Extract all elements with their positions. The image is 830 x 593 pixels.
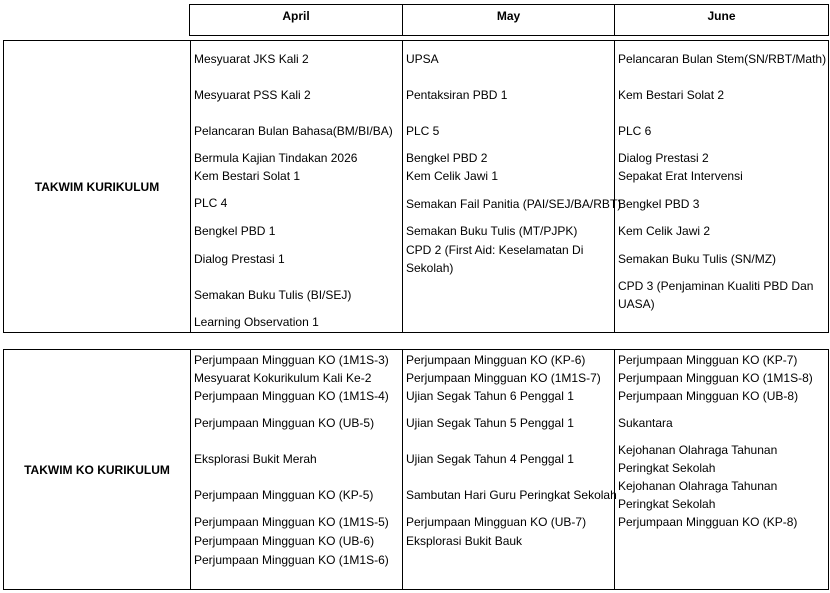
list-item: Bengkel PBD 1 bbox=[194, 224, 276, 238]
list-item: PLC 5 bbox=[406, 124, 440, 138]
list-item: Sambutan Hari Guru Peringkat Sekolah bbox=[406, 488, 617, 502]
list-item: Semakan Fail Panitia (PAI/SEJ/BA/RBT) bbox=[406, 197, 622, 211]
list-item: Perjumpaan Mingguan KO (KP-6) bbox=[406, 353, 586, 367]
list-item: Perjumpaan Mingguan KO (KP-7) bbox=[618, 353, 798, 367]
list-item: Perjumpaan Mingguan KO (1M1S-8) bbox=[618, 371, 813, 385]
list-item: Mesyuarat JKS Kali 2 bbox=[194, 52, 309, 66]
list-item: Bengkel PBD 2 bbox=[406, 151, 488, 165]
list-item: Dialog Prestasi 2 bbox=[618, 151, 709, 165]
list-item: Perjumpaan Mingguan KO (UB-8) bbox=[618, 389, 799, 403]
ko-june-cell bbox=[615, 350, 829, 590]
list-item: Sukantara bbox=[618, 416, 673, 430]
list-item: Bengkel PBD 3 bbox=[618, 197, 700, 211]
list-item: Eksplorasi Bukit Bauk bbox=[406, 534, 523, 548]
kurikulum-may-cell bbox=[403, 41, 622, 333]
list-item: CPD 3 (Penjaminan Kualiti PBD Dan UASA) bbox=[618, 279, 814, 311]
takwim-ko-kurikulum-table bbox=[3, 349, 829, 590]
kurikulum-june-cell bbox=[615, 41, 829, 333]
section-label-kurikulum: TAKWIM KURIKULUM bbox=[4, 41, 191, 333]
list-item: Kem Celik Jawi 1 bbox=[406, 169, 499, 183]
list-item: Pelancaran Bulan Bahasa(BM/BI/BA) bbox=[194, 124, 393, 138]
list-item: Perjumpaan Mingguan KO (1M1S-6) bbox=[194, 553, 389, 567]
list-item: Mesyuarat PSS Kali 2 bbox=[194, 88, 311, 102]
list-item: Eksplorasi Bukit Merah bbox=[194, 452, 317, 466]
list-item: Mesyuarat Kokurikulum Kali Ke-2 bbox=[194, 371, 372, 385]
list-item: Perjumpaan Mingguan KO (UB-7) bbox=[406, 515, 587, 529]
list-item: Semakan Buku Tulis (SN/MZ) bbox=[618, 252, 777, 266]
list-item: PLC 6 bbox=[618, 124, 652, 138]
list-item: UPSA bbox=[406, 52, 439, 66]
list-item: Perjumpaan Mingguan KO (KP-8) bbox=[618, 515, 798, 529]
list-item: Perjumpaan Mingguan KO (UB-5) bbox=[194, 416, 375, 430]
list-item: Pentaksiran PBD 1 bbox=[406, 88, 508, 102]
list-item: PLC 4 bbox=[194, 196, 228, 210]
ko-april-cell bbox=[191, 350, 403, 590]
list-item: Kejohanan Olahraga Tahunan Peringkat Sekolah bbox=[618, 479, 778, 511]
list-item: Kem Bestari Solat 2 bbox=[618, 88, 725, 102]
list-item: Perjumpaan Mingguan KO (UB-6) bbox=[194, 534, 375, 548]
list-item: CPD 2 (First Aid: Keselamatan Di Sekolah) bbox=[406, 243, 584, 275]
month-header-april: April bbox=[190, 5, 403, 36]
kurikulum-april-cell bbox=[191, 41, 403, 333]
list-item: Learning Observation 1 bbox=[194, 315, 319, 329]
list-item: Dialog Prestasi 1 bbox=[194, 252, 285, 266]
list-item: Ujian Segak Tahun 5 Penggal 1 bbox=[406, 416, 574, 430]
list-item: Ujian Segak Tahun 4 Penggal 1 bbox=[406, 452, 574, 466]
month-header-table bbox=[189, 4, 829, 36]
month-header-june: June bbox=[615, 5, 829, 36]
list-item: Perjumpaan Mingguan KO (1M1S-5) bbox=[194, 515, 389, 529]
list-item: Semakan Buku Tulis (MT/PJPK) bbox=[406, 224, 578, 238]
section-label-ko-kurikulum: TAKWIM KO KURIKULUM bbox=[4, 350, 191, 590]
list-item: Kejohanan Olahraga Tahunan Peringkat Sekolah bbox=[618, 443, 778, 475]
list-item: Perjumpaan Mingguan KO (1M1S-7) bbox=[406, 371, 601, 385]
ko-may-cell bbox=[403, 350, 615, 590]
list-item: Kem Celik Jawi 2 bbox=[618, 224, 711, 238]
list-item: Bermula Kajian Tindakan 2026 bbox=[194, 151, 358, 165]
list-item: Perjumpaan Mingguan KO (1M1S-3) bbox=[194, 353, 389, 367]
list-item: Semakan Buku Tulis (BI/SEJ) bbox=[194, 288, 352, 302]
list-item: Ujian Segak Tahun 6 Penggal 1 bbox=[406, 389, 574, 403]
list-item: Pelancaran Bulan Stem(SN/RBT/Math) bbox=[618, 52, 827, 66]
list-item: Sepakat Erat Intervensi bbox=[618, 169, 743, 183]
list-item: Perjumpaan Mingguan KO (KP-5) bbox=[194, 488, 374, 502]
list-item: Kem Bestari Solat 1 bbox=[194, 169, 301, 183]
month-header-may: May bbox=[403, 5, 615, 36]
takwim-kurikulum-table bbox=[3, 40, 829, 333]
list-item: Perjumpaan Mingguan KO (1M1S-4) bbox=[194, 389, 389, 403]
